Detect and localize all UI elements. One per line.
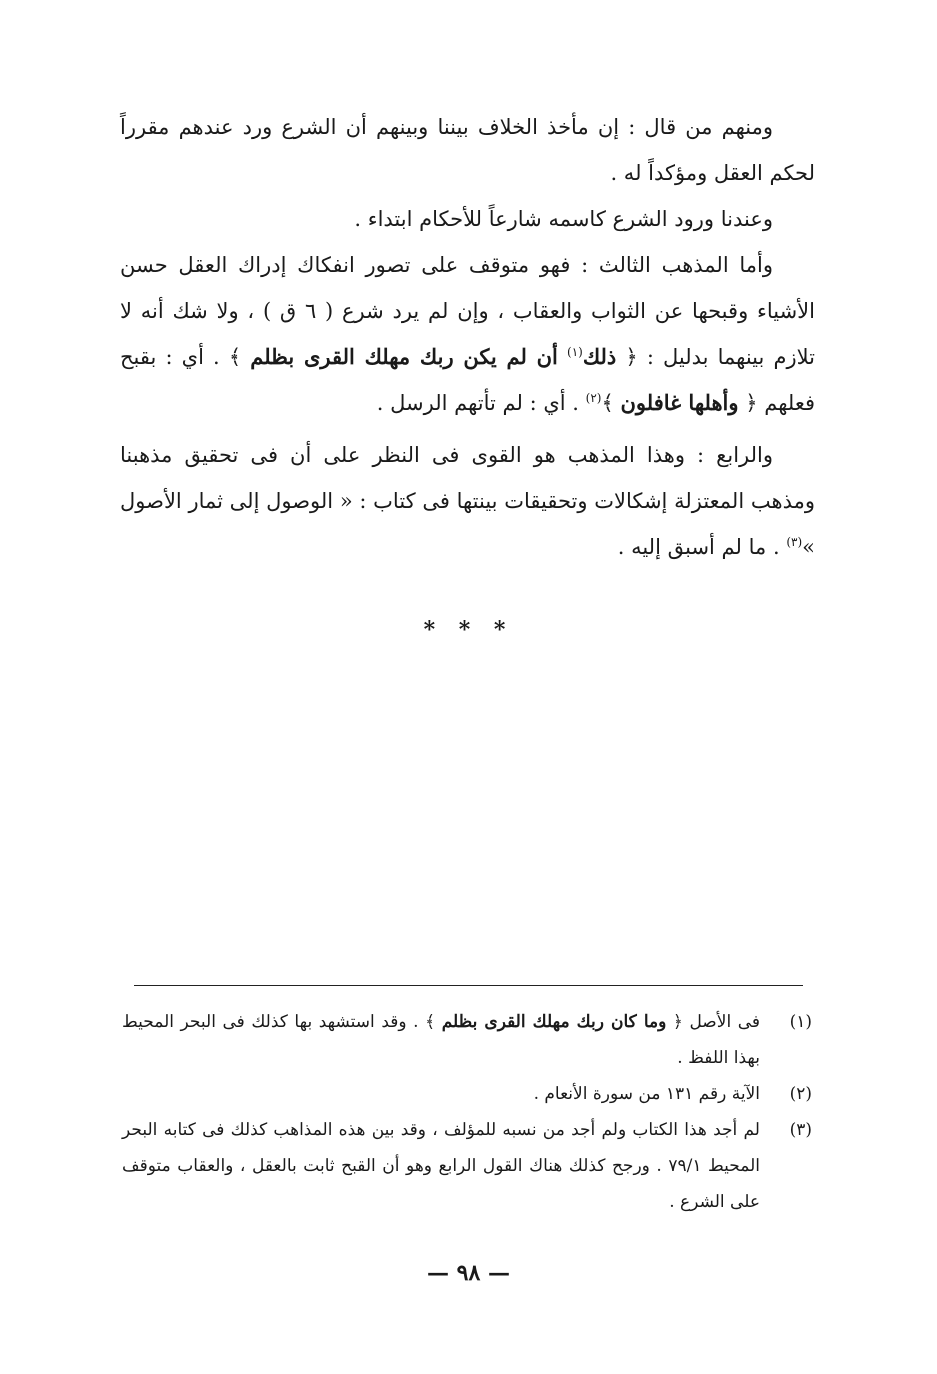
footnote-number: (١): [789, 1012, 812, 1032]
footnote-1-quote: وما كان ربك مهلك القرى بظلم: [441, 1012, 667, 1032]
ornate-bracket-open-2: ﴿: [745, 391, 758, 415]
footnote-ref-3: (٣): [786, 535, 803, 549]
main-text: [120, 104, 815, 570]
paragraph-2-text: وعندنا ورود الشرع كاسمه شارعاً للأحكام ابتداء .: [354, 207, 773, 231]
footnote-number: (٢): [789, 1084, 812, 1104]
paragraph-3-line-2: الأشياء وقبحها عن الثواب والعقاب ، وإن لم يرد شرع ( ٦ ق ) ، ولا شك: [172, 299, 815, 323]
footnote-1: [122, 1004, 812, 1076]
ornate-bracket-open: ﴿: [672, 1012, 683, 1032]
paragraph-2: [120, 196, 815, 242]
sentence-end: .: [213, 345, 220, 369]
footnote-number: (٣): [789, 1120, 812, 1140]
paragraph-4-line-2-end: .: [772, 535, 780, 559]
paragraph-4-line-2: المعتزلة إشكالات وتحقيقات بينتها فى كتاب : « الوصول إلى ثمار الأصول »: [120, 489, 815, 559]
paragraph-4-line-3: ما لم أسبق إليه .: [617, 535, 767, 559]
paragraph-3-line-1: وأما المذهب الثالث : فهو متوقف على تصور انفكاك إدراك العقل حسن: [120, 253, 773, 277]
quran-quote-2: وأهلها غافلون: [620, 390, 739, 415]
ornate-bracket-open: ﴿: [625, 345, 638, 369]
footnote-1-pre: فى الأصل: [689, 1012, 761, 1032]
footnotes: [122, 1004, 812, 1220]
paragraph-3: [120, 242, 815, 426]
paragraph-3-line-4-end: . أي : لم تأتهم الرسل .: [376, 391, 579, 415]
paragraph-1: [120, 104, 815, 196]
footnote-2: [122, 1076, 812, 1112]
footnote-1-post: . وقد استشهد بها كذلك فى البحر المحيط بهذا اللفظ .: [122, 1012, 760, 1068]
page-number: — ٩٨ —: [427, 1260, 510, 1286]
paragraph-1-line-2: لحكم العقل ومؤكداً له .: [610, 161, 815, 185]
paragraph-1-line-1: ومنهم من قال : إن مأخذ الخلاف بيننا وبينهم أن الشرع ورد عندهم مقرراً: [120, 115, 773, 139]
footnote-text: لم أجد هذا الكتاب ولم أجد من نسبه للمؤلف ، وقد بين هذه المذاهب كذلك فى كتابه البحر المحيط ٧٩/١ . ورجح كذلك هناك القول الرابع وهو أن القبح ثابت بالعقل ، والعقاب متوقف على الشرع .: [122, 1120, 760, 1212]
ornate-bracket-close: ﴾: [228, 345, 242, 369]
footnote-text: الآية رقم ١٣١ من سورة الأنعام .: [533, 1084, 760, 1104]
ornate-bracket-close-2: ﴾: [601, 391, 614, 415]
quran-quote-1: أن لم يكن ربك مهلك القرى بظلم: [250, 344, 558, 369]
footnote-ref-1: (١): [567, 345, 583, 359]
footnote-text: [122, 1004, 760, 1076]
quran-quote-word: ذلك: [582, 344, 617, 369]
ornate-bracket-close: ﴾: [425, 1012, 436, 1032]
paragraph-3-line-3: أنه لا تلازم بينهما بدليل :: [120, 299, 815, 369]
paragraph-3-line-4: أي : بقبح فعلهم: [120, 345, 815, 415]
footnote-divider: [134, 985, 803, 986]
footnote-3: [122, 1112, 812, 1220]
paragraph-4-line-1: والرابع : وهذا المذهب هو القوى فى النظر على أن فى تحقيق مذهبنا ومذهب: [120, 443, 815, 513]
section-separator: * * *: [423, 617, 514, 643]
paragraph-4: [120, 432, 815, 570]
footnote-ref-2: (٢): [585, 391, 602, 405]
